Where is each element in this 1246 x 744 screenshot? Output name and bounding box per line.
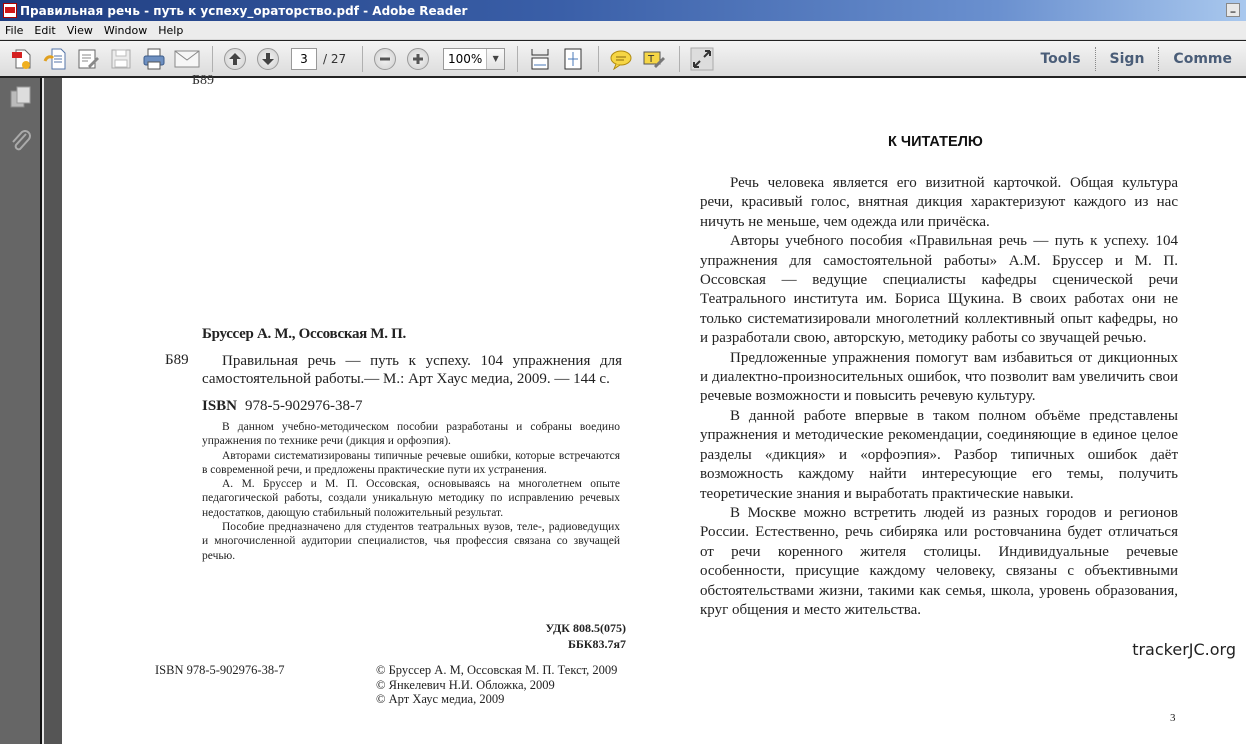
preface-paragraph: В Москве можно встретить людей из разных городов и регионов России. Естественно, речь сибиряка или ростовчанина будет отличаться от речи коренного жителя столицы. Индивидуальные речевые особенности, присущие каждому человеку, связаны с объективными обстоятельствами жизни, такими как семья, школа, уровень образования, круг общения и место жительства. — [700, 504, 1178, 618]
page-number: 3 — [1170, 712, 1176, 724]
isbn-line — [202, 398, 363, 415]
toolbar-separator — [212, 46, 213, 72]
tab-tools[interactable]: Tools — [1040, 51, 1081, 67]
classification-codes — [442, 620, 626, 652]
comment-button[interactable] — [607, 45, 635, 73]
fit-width-button[interactable] — [526, 45, 554, 73]
navigation-pane — [0, 78, 42, 744]
print-icon — [142, 47, 166, 71]
page-thumbnails-icon[interactable] — [10, 86, 32, 110]
toolbar-separator — [517, 46, 518, 72]
copyright-line: © Янкелевич Н.И. Обложка, 2009 — [376, 677, 555, 692]
task-pane-tabs — [1026, 41, 1246, 77]
toolbar-separator — [679, 46, 680, 72]
preface-paragraph: В данной работе впервые в таком полном объёме представлены упражнения и методические рекомендации, соединяющие в единое целое разделы «дикция» и «орфоэпия». Разбор типичных ошибок даёт возможность каждому найти интересующие его темы, получить теоретические знания и выработать практические навыки. — [700, 407, 1178, 502]
annotation-paragraph: Пособие предназначено для студентов театральных вузов, теле-, радиоведущих и многочисленной аудитории специалистов, чья профессия связана со звучащей речью. — [202, 521, 620, 562]
copyright-line: © Бруссер А. М, Оссовская М. П. Текст, 2009 — [376, 663, 618, 677]
annotation-paragraph: А. М. Бруссер и М. П. Оссовская, основываясь на многолетнем опыте педагогической работы, создали уникальную методику по исправлению речевых недостатков, дающую стабильный положительный результат. — [202, 478, 620, 519]
minus-icon — [379, 53, 391, 65]
bbk-code: ББК83.7я7 — [567, 637, 626, 651]
create-pdf-button[interactable] — [8, 45, 36, 73]
zoom-select[interactable] — [443, 48, 505, 70]
toolbar-separator — [362, 46, 363, 72]
edit-button[interactable] — [74, 45, 102, 73]
save-icon — [109, 47, 133, 71]
clipped-text: Б89 — [192, 73, 215, 88]
document-page — [62, 73, 1246, 744]
book-authors: Бруссер А. М., Оссовская М. П. — [202, 326, 406, 342]
menu-help[interactable]: Help — [158, 23, 184, 37]
full-screen-button[interactable] — [688, 45, 716, 73]
page-number-input[interactable]: 3 — [291, 48, 317, 70]
menu-edit[interactable]: Edit — [34, 23, 56, 37]
fit-page-button[interactable] — [559, 45, 587, 73]
email-icon — [174, 49, 200, 69]
minimize-button[interactable]: _ — [1226, 3, 1240, 17]
menu-window[interactable]: Window — [103, 23, 148, 37]
adobe-reader-icon — [3, 3, 17, 18]
next-page-button[interactable] — [254, 45, 282, 73]
previous-page-button[interactable] — [221, 45, 249, 73]
isbn-footer: ISBN 978-5-902976-38-7 — [155, 663, 285, 677]
window-title: Правильная речь - путь к успеху_ораторство.pdf - Adobe Reader — [20, 3, 468, 18]
arrow-up-icon — [228, 52, 242, 66]
fit-page-icon — [562, 47, 584, 71]
combine-button[interactable] — [41, 45, 69, 73]
highlight-text-button[interactable] — [640, 45, 668, 73]
zoom-in-button[interactable] — [404, 45, 432, 73]
email-button[interactable] — [173, 45, 201, 73]
udk-code: УДК 808.5(075) — [545, 621, 626, 635]
copyright-line: © Арт Хаус медиа, 2009 — [376, 692, 505, 706]
arrow-down-icon — [261, 52, 275, 66]
watermark: trackerJC.org — [1132, 640, 1236, 659]
tab-sign[interactable]: Sign — [1095, 47, 1159, 71]
annotation-paragraph: В данном учебно-методическом пособии разработаны и собраны воедино упражнения по технике речи (дикция и орфоэпия). — [202, 421, 620, 448]
preface-paragraph: Авторы учебного пособия «Правильная речь — путь к успеху. 104 упражнения для самостоятельной работы» А.М. Бруссер и М. П. Оссовская — ведущие специалисты кафедры сценической речи Театрального института им. Бориса Щукина. В своих работах они не только систематизировали многолетний коллективный опыт кафедры, но и разработали свою, авторскую, методику работы со звучащей речью. — [700, 233, 1178, 347]
attachments-icon[interactable] — [10, 130, 32, 154]
print-button[interactable] — [140, 45, 168, 73]
create-pdf-icon — [10, 47, 34, 71]
copyright-block — [376, 663, 617, 707]
menu-file[interactable]: File — [5, 23, 24, 37]
toolbar — [0, 40, 1246, 78]
menu-view[interactable]: View — [66, 23, 93, 37]
menu-bar — [0, 21, 1246, 40]
section-heading: К ЧИТАТЕЛЮ — [888, 134, 983, 150]
document-gutter — [44, 78, 62, 744]
isbn-value: 978-5-902976-38-7 — [245, 398, 363, 414]
annotation-paragraph: Авторами систематизированы типичные речевые ошибки, которые встречаются в современной речи, и предложены практические пути их устранения. — [202, 449, 620, 476]
fit-width-icon — [529, 47, 551, 71]
edit-icon — [76, 47, 100, 71]
text-edit-icon — [642, 48, 666, 70]
bibliographic-entry: Правильная речь — путь к успеху. 104 упражнения для самостоятельной работы.— М.: Арт Хаус медиа, 2009. — 144 с. — [202, 353, 622, 387]
title-bar — [0, 0, 1246, 21]
preface-paragraph: Предложенные упражнения помогут вам избавиться от дикционных и диалектно-произносительных ошибок, что позволит вам увеличить свои речевые возможности и повысить речевую культуру. — [700, 349, 1178, 405]
isbn-label: ISBN — [202, 398, 238, 414]
library-code: Б89 — [165, 352, 189, 368]
combine-files-icon — [43, 47, 67, 71]
annotation — [202, 420, 620, 563]
chevron-down-icon[interactable]: ▼ — [486, 49, 504, 69]
preface-paragraph: Речь человека является его визитной карточкой. Общая культура речи, красивый голос, внятная дикция характеризуют каждого из нас ничуть не меньше, чем одежда или причёска. — [700, 175, 1178, 230]
page-total: / 27 — [323, 51, 347, 66]
svg-text:T: T — [648, 53, 655, 65]
zoom-value: 100% — [447, 51, 483, 66]
plus-icon — [412, 53, 424, 65]
save-button[interactable] — [107, 45, 135, 73]
toolbar-separator — [598, 46, 599, 72]
sticky-note-icon — [609, 48, 633, 70]
zoom-out-button[interactable] — [371, 45, 399, 73]
preface-body — [700, 174, 1178, 620]
expand-icon — [690, 47, 714, 71]
tab-comment[interactable]: Comme — [1158, 47, 1246, 71]
